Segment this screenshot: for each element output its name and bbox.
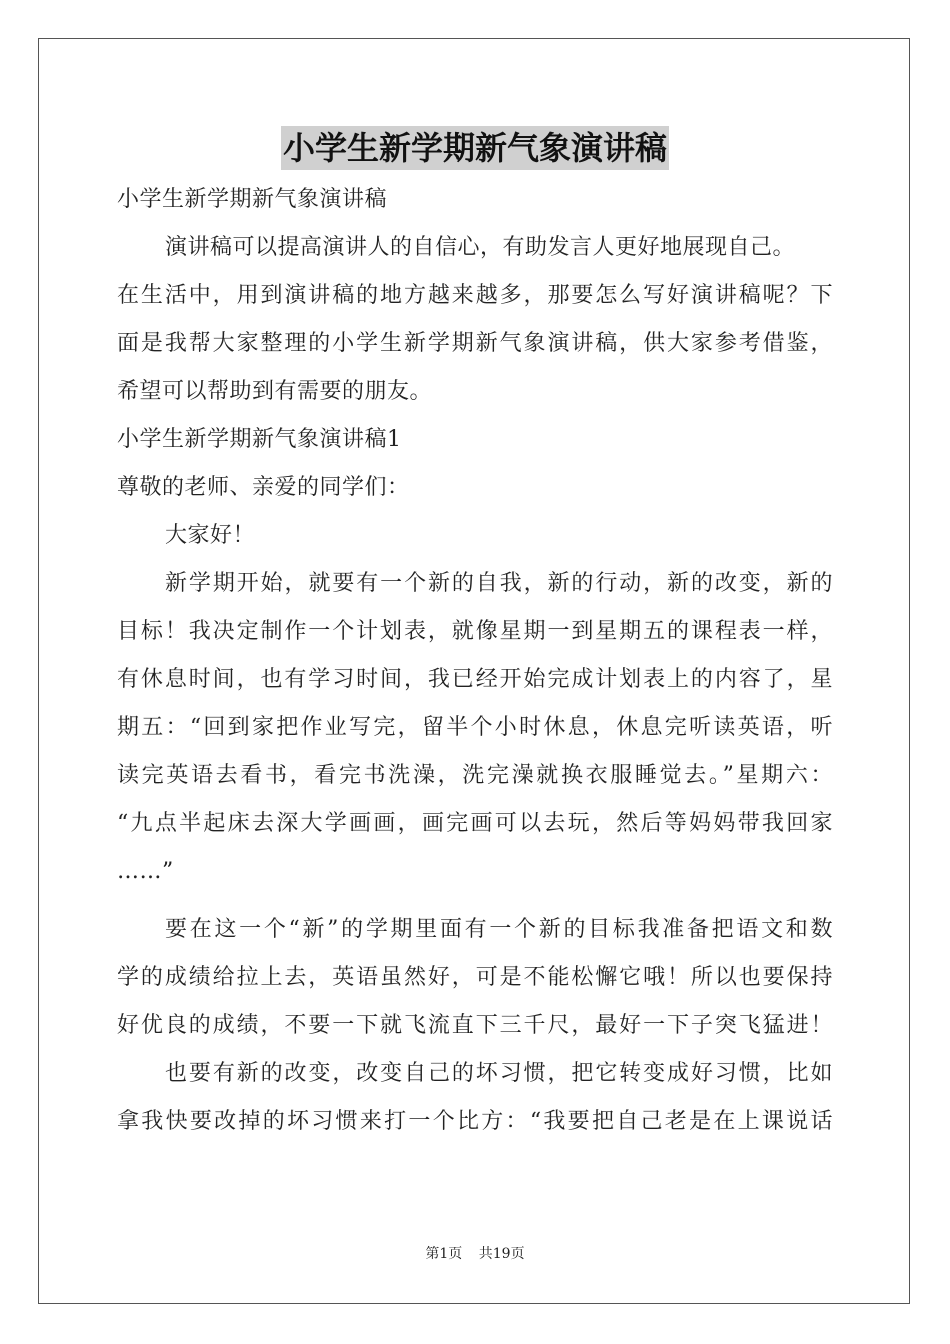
paragraph-line: ……” [117,859,174,884]
document-body [117,176,833,1146]
paragraph-line: 要在这一个“新”的学期里面有一个新的目标我准备把语文和数 [165,917,833,942]
paragraph-line: 期五：“回到家把作业写完，留半个小时休息，休息完听读英语，听 [117,715,833,740]
paragraph-line: “九点半起床去深大学画画，画完画可以去玩，然后等妈妈带我回家 [117,811,833,836]
paragraph-line: 拿我快要改掉的坏习惯来打一个比方：“我要把自己老是在上课说话 [117,1109,833,1134]
paragraph-line: 新学期开始，就要有一个新的自我，新的行动，新的改变，新的 [165,571,833,596]
paragraph-gap [117,896,833,906]
salutation-line: 尊敬的老师、亲爱的同学们： [117,475,410,500]
paragraph-line: 好优良的成绩，不要一下就飞流直下三千尺，最好一下子突飞猛进！ [117,1013,833,1038]
paragraph-line: 在生活中，用到演讲稿的地方越来越多，那要怎么写好演讲稿呢？下 [117,283,833,308]
subtitle-line: 小学生新学期新气象演讲稿 [117,187,388,212]
title-area [0,126,950,170]
paragraph-line: 目标！我决定制作一个计划表，就像星期一到星期五的课程表一样， [117,619,833,644]
page-number: 第1页 [425,1246,463,1262]
section-heading: 小学生新学期新气象演讲稿1 [117,427,402,452]
page-footer [0,1244,950,1264]
page-total: 共19页 [478,1246,525,1262]
paragraph-line: 读完英语去看书，看完书洗澡，洗完澡就换衣服睡觉去。”星期六： [117,763,833,788]
paragraph-line: 演讲稿可以提高演讲人的自信心，有助发言人更好地展现自己。 [165,235,796,260]
document-title: 小学生新学期新气象演讲稿 [281,126,669,170]
paragraph-line: 面是我帮大家整理的小学生新学期新气象演讲稿，供大家参考借鉴， [117,331,833,356]
greeting-line: 大家好！ [165,523,256,548]
paragraph-line: 希望可以帮助到有需要的朋友。 [117,379,433,404]
paragraph-line: 学的成绩给拉上去，英语虽然好，可是不能松懈它哦！所以也要保持 [117,965,833,990]
paragraph-line: 有休息时间，也有学习时间，我已经开始完成计划表上的内容了，星 [117,667,833,692]
paragraph-line: 也要有新的改变，改变自己的坏习惯，把它转变成好习惯，比如 [165,1061,833,1086]
